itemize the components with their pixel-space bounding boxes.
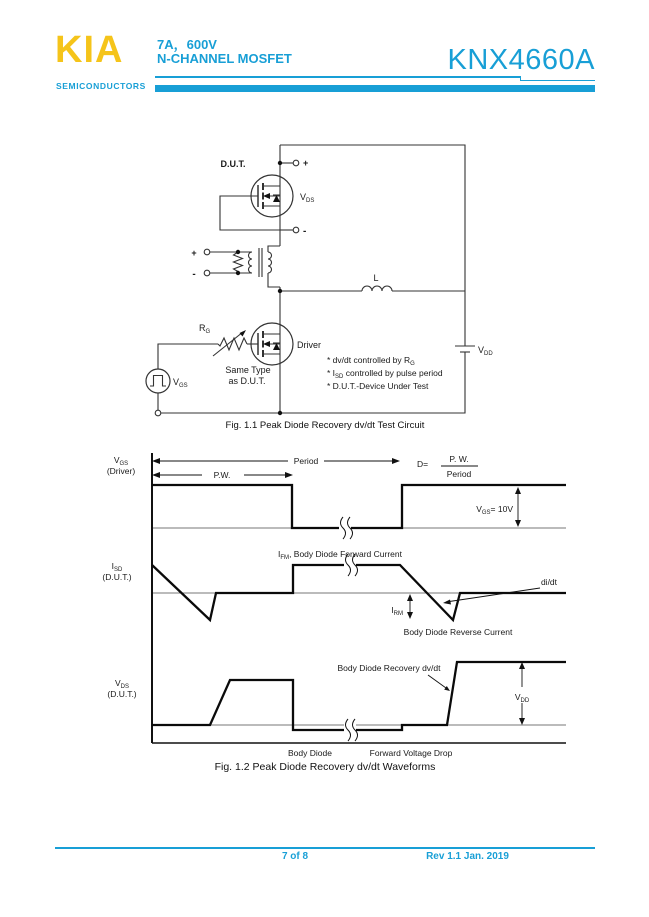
waveforms-diagram (85, 448, 585, 760)
didt-label: di/dt (540, 577, 558, 587)
same-type-line2: as D.U.T. (228, 376, 266, 386)
same-type-line1: Same Type (225, 365, 271, 375)
w2-axis-label: $I_{SD}$ (111, 561, 123, 573)
period-arrow (152, 458, 400, 464)
header-rule-thin (155, 76, 521, 78)
driver-mosfet-symbol (251, 323, 293, 365)
resistor-icon (234, 252, 243, 273)
footer-revision: Rev 1.1 Jan. 2019 (426, 851, 509, 862)
variable-resistor-rg (213, 330, 247, 356)
recovery-label: Body Diode Recovery dv/dt (337, 663, 441, 673)
primary-minus-label: - (192, 269, 196, 280)
vdd-span-label: $V_{DD}$ (514, 692, 530, 704)
circuit-note-3: * D.U.T.-Device Under Test (327, 381, 429, 391)
inductor-symbol (280, 286, 465, 291)
circuit-note-1: * dv/dt controlled by $R_G$ (327, 355, 415, 367)
irm-arrow (407, 594, 413, 619)
w1-axis-paren: (Driver) (106, 466, 136, 476)
footer-rule (55, 847, 595, 849)
duty-numerator: P. W. (449, 454, 469, 464)
dut-label: D.U.T. (220, 159, 246, 169)
primary-plus-label: + (191, 248, 197, 258)
dut-mosfet-symbol (251, 175, 293, 217)
vgs10-label: $V_{GS}= 10V$ (476, 504, 513, 516)
break-mark-w3 (344, 719, 358, 741)
device-rating: 7A，600V (157, 37, 217, 52)
test-circuit-diagram (140, 140, 505, 440)
body-diode-label: Body Diode (288, 748, 332, 758)
pulse-width-label: P.W. (213, 470, 231, 480)
duty-lhs-label: D= (417, 459, 429, 469)
figure2-caption: Fig. 1.2 Peak Diode Recovery dv/dt Waveforms (214, 761, 436, 773)
w3-axis-paren: (D.U.T.) (107, 689, 137, 699)
w3-axis-label: $V_{DS}$ (114, 678, 130, 690)
duty-denominator: Period (446, 469, 472, 479)
irm-label: $I_{RM}$ (391, 605, 403, 617)
vds-label: $V_{DS}$ (300, 192, 315, 204)
recovery-pointer-arrow (428, 675, 450, 691)
w1-axis-label: $V_{GS}$ (113, 455, 129, 467)
figure1-caption: Fig. 1.1 Peak Diode Recovery dv/dt Test Circuit (225, 420, 425, 431)
pulse-icon (150, 376, 166, 387)
pulse-source-symbol (146, 369, 170, 393)
driver-label: Driver (297, 340, 321, 350)
header-rule-thin-right (521, 80, 595, 82)
device-type: N-CHANNEL MOSFET (157, 51, 292, 66)
vdd-label: $V_{DD}$ (478, 345, 493, 357)
header-rule-thick (155, 85, 595, 92)
transformer-symbol (210, 246, 280, 291)
reverse-current-label: Body Diode Reverse Current (403, 627, 513, 637)
period-label: Period (293, 456, 319, 466)
inductor-label: L (373, 273, 379, 283)
circuit-note-2: * $I_{SD}$ controlled by pulse period (327, 368, 443, 380)
footer-page-number: 7 of 8 (281, 851, 309, 862)
mid-minus-label: - (303, 226, 307, 237)
top-plus-label: + (303, 158, 309, 168)
forward-drop-label: Forward Voltage Drop (369, 748, 453, 758)
ifm-forward-current-label: $I_{FM}$, Body Diode Forward Current (278, 549, 402, 561)
rg-label: $R_G$ (199, 323, 211, 335)
vgs10-arrow (515, 487, 521, 527)
brand-subtitle: SEMICONDUCTORS (56, 81, 146, 91)
break-mark-w1 (339, 517, 353, 539)
vgs-label: $V_{GS}$ (173, 377, 188, 389)
w2-axis-paren: (D.U.T.) (102, 572, 132, 582)
part-number: KNX4660A (447, 44, 595, 76)
brand-logo: KIA (55, 29, 124, 71)
isd-waveform (152, 565, 566, 620)
